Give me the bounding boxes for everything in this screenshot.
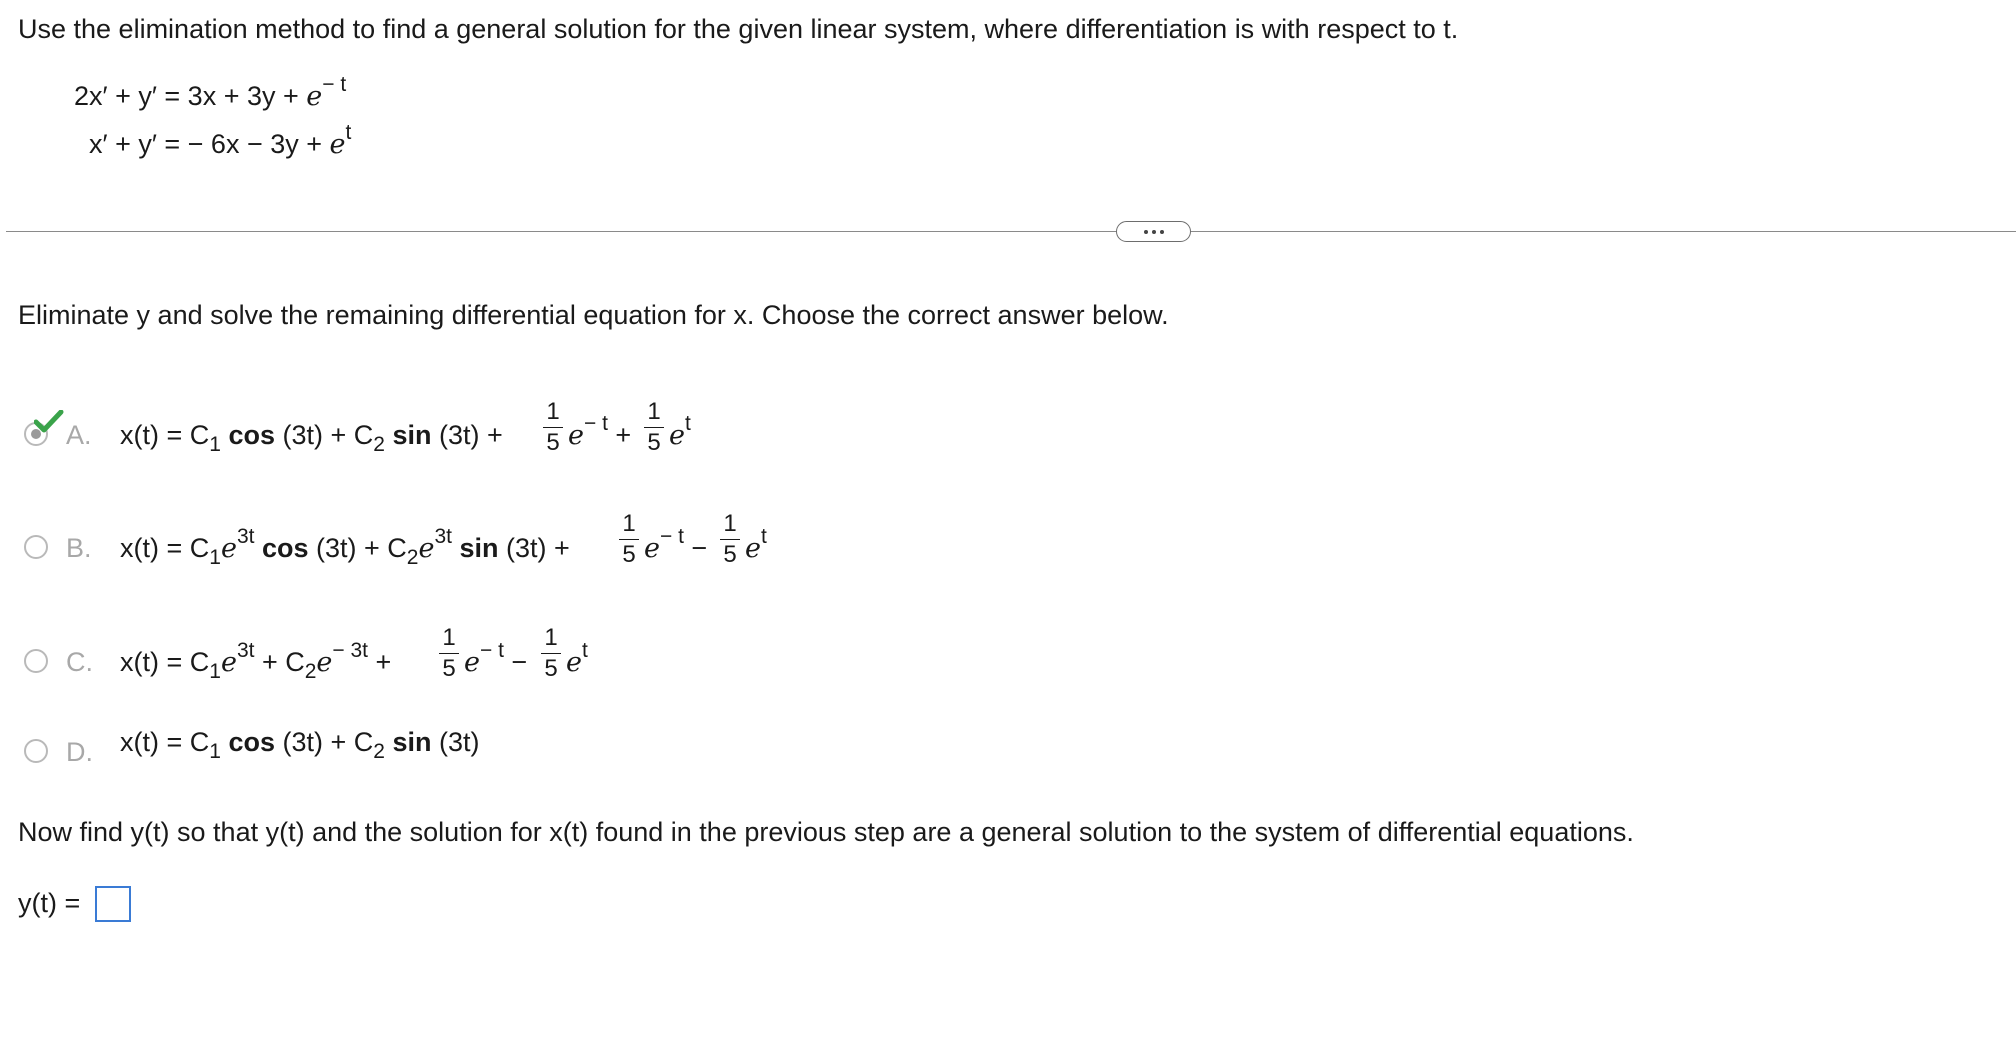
expr-text: x(t) = C: [120, 647, 210, 677]
option-b-radio[interactable]: [24, 535, 48, 559]
exponent: 3t: [236, 639, 255, 662]
option-a-letter: A.: [66, 420, 92, 450]
expr-text: (3t) +: [498, 533, 570, 563]
subscript: 1: [209, 546, 221, 569]
y-answer-input[interactable]: [95, 886, 131, 922]
subscript: 2: [373, 433, 385, 456]
more-options-button[interactable]: [1116, 221, 1191, 242]
e-symbol: e: [745, 533, 761, 564]
exponent: 3t: [236, 525, 255, 548]
exponent: t: [760, 525, 767, 548]
exponent: t: [684, 412, 691, 435]
ellipsis-icon: [1160, 230, 1164, 234]
fraction-one-fifth: [540, 623, 562, 684]
fraction-one-fifth: [643, 397, 665, 458]
exponent: t: [581, 639, 588, 662]
option-b-tail-2: [745, 525, 767, 564]
correct-check-icon: [34, 410, 64, 434]
subscript: 1: [209, 433, 221, 456]
cos-function: cos: [228, 727, 275, 757]
option-c-expression: [120, 639, 392, 683]
option-c-tail-2: [566, 639, 588, 678]
fraction-denominator: 5: [546, 429, 560, 456]
fraction-numerator: 1: [622, 510, 636, 537]
section-divider: [6, 231, 2016, 232]
equation-1: [74, 73, 347, 112]
step1-prompt: Eliminate y and solve the remaining differential equation for x. Choose the correct answer below.: [18, 300, 1169, 330]
subscript: 1: [209, 740, 221, 763]
fraction-one-fifth: [542, 397, 564, 458]
exponent: − t: [322, 73, 347, 96]
cos-function: cos: [228, 420, 275, 450]
option-a-tail: [568, 412, 632, 451]
option-c-letter: C.: [66, 647, 93, 677]
option-d-radio[interactable]: [24, 739, 48, 763]
expr-text: x(t) = C: [120, 533, 210, 563]
sin-function: sin: [392, 727, 432, 757]
expr-text: (3t): [431, 727, 480, 757]
fraction-numerator: 1: [647, 398, 661, 425]
equation-2: [89, 121, 352, 160]
e-symbol: e: [220, 647, 237, 678]
fraction-denominator: 5: [647, 429, 661, 456]
fraction-numerator: 1: [546, 398, 560, 425]
operator: −: [683, 533, 708, 563]
step2-prompt: Now find y(t) so that y(t) and the solution for x(t) found in the previous step are a general solution to the system of differential equations.: [18, 817, 1634, 847]
subscript: 2: [304, 660, 317, 683]
exponent: − t: [583, 412, 608, 435]
exponent: 3t: [434, 525, 452, 548]
subscript: 2: [406, 546, 419, 569]
equation-2-lhs: x′ + y′ = − 6x − 3y +: [89, 129, 330, 159]
option-b-tail: [644, 525, 708, 564]
expr-text: +: [368, 647, 392, 677]
e-symbol: e: [568, 420, 584, 451]
fraction-denominator: 5: [622, 541, 636, 568]
fraction-numerator: 1: [723, 510, 737, 537]
e-symbol: e: [669, 420, 685, 451]
option-a-expression: [120, 420, 503, 456]
expr-text: + C: [254, 647, 305, 677]
e-symbol: e: [329, 129, 346, 160]
e-symbol: e: [220, 533, 237, 564]
expr-text: x(t) = C: [120, 727, 210, 757]
option-c-radio[interactable]: [24, 649, 48, 673]
option-b-letter: B.: [66, 533, 92, 563]
subscript: 1: [209, 660, 221, 683]
fraction-denominator: 5: [442, 655, 456, 682]
problem-instruction: Use the elimination method to find a general solution for the given linear system, where differentiation is with respect to t.: [18, 14, 1459, 44]
fraction-numerator: 1: [544, 624, 558, 651]
option-d-letter: D.: [66, 737, 93, 767]
e-symbol: e: [306, 81, 323, 112]
exponent: − t: [659, 525, 684, 548]
exponent: t: [345, 121, 352, 144]
sin-function: sin: [392, 420, 432, 450]
exponent: − t: [479, 639, 504, 662]
option-d-expression: [120, 727, 480, 763]
option-c-tail: [464, 639, 528, 678]
cos-function: cos: [261, 533, 309, 563]
option-b-expression: [120, 525, 570, 569]
e-symbol: e: [644, 533, 660, 564]
ellipsis-icon: [1152, 230, 1156, 234]
e-symbol: e: [566, 647, 582, 678]
answer-label: y(t) =: [18, 888, 81, 918]
ellipsis-icon: [1144, 230, 1148, 234]
e-symbol: e: [464, 647, 480, 678]
expr-text: x(t) = C: [120, 420, 210, 450]
fraction-numerator: 1: [442, 624, 456, 651]
e-symbol: e: [316, 647, 333, 678]
operator: −: [503, 647, 528, 677]
expr-text: (3t) + C: [308, 533, 407, 563]
e-symbol: e: [418, 533, 435, 564]
expr-text: (3t) +: [431, 420, 503, 450]
fraction-one-fifth: [438, 623, 460, 684]
expr-text: (3t) + C: [275, 727, 374, 757]
operator: +: [607, 420, 632, 450]
exponent: − 3t: [332, 639, 369, 662]
sin-function: sin: [459, 533, 499, 563]
expr-text: (3t) + C: [275, 420, 374, 450]
fraction-denominator: 5: [544, 655, 558, 682]
subscript: 2: [373, 740, 385, 763]
fraction-one-fifth: [719, 509, 741, 570]
fraction-one-fifth: [618, 509, 640, 570]
equation-1-lhs: 2x′ + y′ = 3x + 3y +: [74, 81, 307, 111]
fraction-denominator: 5: [723, 541, 737, 568]
option-a-tail-2: [669, 412, 691, 451]
